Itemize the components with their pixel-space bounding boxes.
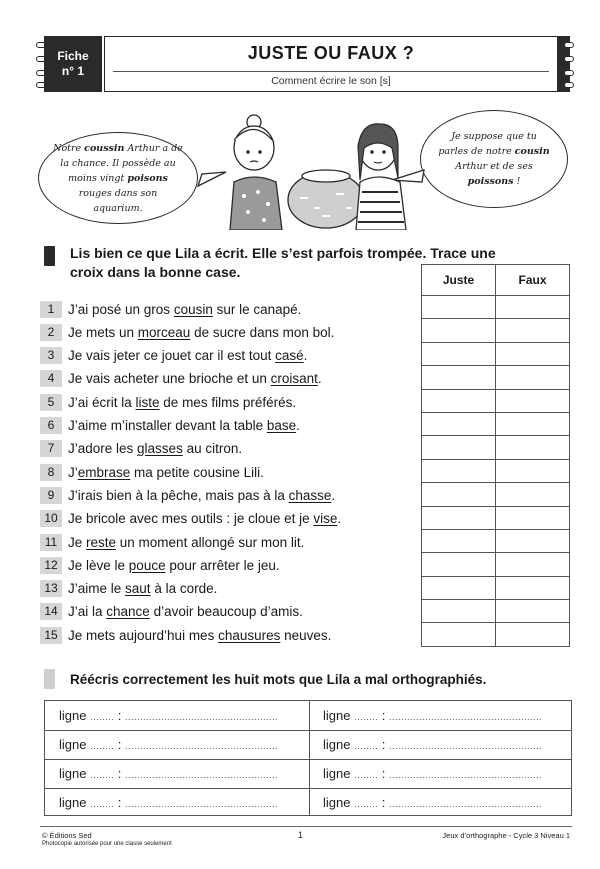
page-subtitle: Comment écrire le son [s] — [271, 75, 391, 87]
checkbox-juste[interactable] — [422, 600, 496, 623]
answer-row — [422, 389, 570, 412]
notepad-icon — [44, 246, 55, 266]
answer-row — [422, 319, 570, 342]
sentence-number: 8 — [40, 464, 62, 481]
title-box — [104, 36, 558, 92]
target-word: saut — [125, 581, 151, 597]
target-word: base — [266, 418, 297, 433]
checkbox-juste[interactable] — [422, 553, 496, 576]
sentence-text: J’aime le saut à la corde. — [68, 581, 218, 597]
fiche-badge — [44, 36, 102, 92]
target-word: cousin — [173, 301, 213, 317]
fiche-label: Fiche — [57, 49, 89, 63]
sentence-row — [40, 393, 296, 411]
rewrite-line[interactable]: ligne ........ : ................................................... — [59, 737, 279, 752]
title-divider — [113, 71, 549, 72]
target-word: morceau — [137, 324, 191, 340]
target-word: embrase — [77, 464, 131, 480]
sentence-number: 9 — [40, 487, 62, 504]
checkbox-juste[interactable] — [422, 319, 496, 342]
rewrite-line[interactable]: ligne ........ : ................................................... — [323, 708, 543, 723]
rewrite-row-divider — [45, 730, 571, 731]
sentence-text: Je vais acheter une brioche et un croisant. — [68, 371, 322, 387]
answer-row — [422, 366, 570, 389]
checkbox-faux[interactable] — [496, 389, 570, 412]
rewrite-box-center-divider — [309, 701, 310, 815]
girl-right-icon — [356, 124, 406, 230]
sentence-row — [40, 347, 307, 365]
target-word: reste — [86, 534, 117, 550]
sentence-row — [40, 417, 300, 435]
checkbox-juste[interactable] — [422, 576, 496, 599]
sentence-row — [40, 533, 304, 551]
speech-bubble-right — [420, 110, 568, 208]
target-word: chance — [106, 604, 150, 620]
sentence-row — [40, 486, 335, 504]
sentence-row — [40, 510, 341, 528]
target-word: chausures — [218, 627, 281, 643]
rewrite-line[interactable]: ligne ........ : ................................................... — [59, 795, 279, 810]
sentence-row — [40, 463, 264, 481]
notepad-icon — [44, 669, 55, 689]
series-title: Jeux d’orthographe - Cycle 3 Niveau 1 — [442, 831, 570, 840]
speech-bubble-left — [38, 132, 198, 224]
sentence-row — [40, 580, 217, 598]
sentence-text: J’ai posé un gros cousin sur le canapé. — [68, 301, 302, 317]
target-word: pouce — [128, 557, 166, 573]
checkbox-juste[interactable] — [422, 412, 496, 435]
footer-publisher — [42, 831, 172, 849]
ring-icon — [564, 56, 574, 62]
girl-left-icon — [230, 115, 282, 230]
girls-aquarium-illustration — [196, 108, 426, 230]
target-word: casé — [275, 348, 304, 364]
sentence-row — [40, 440, 242, 458]
rewrite-row-divider — [45, 759, 571, 760]
answer-row — [422, 296, 570, 319]
sentence-number: 2 — [40, 324, 62, 341]
sentence-number: 1 — [40, 301, 62, 318]
rewrite-line[interactable]: ligne ........ : ................................................... — [323, 795, 543, 810]
sentence-text: Je lève le pouce pour arrêter le jeu. — [68, 557, 280, 573]
checkbox-faux[interactable] — [496, 553, 570, 576]
sentence-number: 10 — [40, 510, 62, 527]
sentence-number: 5 — [40, 394, 62, 411]
answer-row — [422, 459, 570, 482]
bubble-right-text: Je suppose que tu parles de notre cousin Arthur et de ses poissons ! — [438, 131, 550, 187]
answer-row — [422, 576, 570, 599]
sentence-text: J’embrase ma petite cousine Lili. — [68, 464, 264, 480]
bubble-left-text: Notre coussin Arthur a de la chance. Il possède au moins vingt poisons rouges dans son aquarium. — [53, 142, 183, 214]
sentence-text: Je mets un morceau de sucre dans mon bol. — [68, 324, 335, 340]
sentence-row — [40, 370, 322, 388]
answer-grid — [421, 264, 570, 647]
answer-row — [422, 412, 570, 435]
sentence-number: 13 — [40, 580, 62, 597]
sentence-text: J’ai écrit la liste de mes films préférés. — [68, 394, 297, 410]
sentence-text: J’aime m’installer devant la table base. — [68, 418, 300, 433]
target-word: vise — [313, 511, 338, 527]
rewrite-row-divider — [45, 788, 571, 789]
sentence-row — [40, 603, 303, 621]
answer-row — [422, 436, 570, 459]
col-juste-header: Juste — [422, 265, 496, 296]
checkbox-juste[interactable] — [422, 436, 496, 459]
publisher-text: © Éditions Sed — [42, 831, 92, 840]
target-word: croisant — [270, 371, 318, 387]
sentence-number: 12 — [40, 557, 62, 574]
checkbox-faux[interactable] — [496, 319, 570, 342]
checkbox-faux[interactable] — [496, 412, 570, 435]
sentence-text: J’ai la chance d’avoir beaucoup d’amis. — [68, 604, 303, 620]
target-word: glasses — [137, 441, 183, 457]
sentence-text: Je vais jeter ce jouet car il est tout casé. — [68, 348, 308, 364]
col-faux-header: Faux — [496, 265, 570, 296]
exercise1-instruction: Lis bien ce que Lila a écrit. Elle s’est parfois trompée. Trace une croix dans la bonne case. — [70, 245, 496, 280]
copy-note-text: Photocopie autorisée pour une classe seulement — [42, 841, 172, 847]
checkbox-juste[interactable] — [422, 366, 496, 389]
rewrite-line[interactable]: ligne ........ : ................................................... — [323, 766, 543, 781]
checkbox-juste[interactable] — [422, 389, 496, 412]
sentence-row — [40, 556, 280, 574]
checkbox-juste[interactable] — [422, 623, 496, 646]
rewrite-line[interactable]: ligne ........ : ................................................... — [59, 766, 279, 781]
checkbox-faux[interactable] — [496, 342, 570, 365]
sentence-row — [40, 323, 334, 341]
rewrite-box — [44, 700, 572, 816]
page-title: JUSTE OU FAUX ? — [247, 43, 415, 63]
fiche-number: n° 1 — [61, 64, 85, 78]
binder-bar-right — [558, 36, 570, 92]
checkbox-faux[interactable] — [496, 296, 570, 319]
sentence-number: 3 — [40, 347, 62, 364]
checkbox-juste[interactable] — [422, 506, 496, 529]
checkbox-faux[interactable] — [496, 483, 570, 506]
checkbox-juste[interactable] — [422, 529, 496, 552]
answer-row — [422, 529, 570, 552]
checkbox-faux[interactable] — [496, 623, 570, 646]
answer-row — [422, 623, 570, 646]
sentence-number: 6 — [40, 417, 62, 434]
exercise2-instruction: Réécris correctement les huit mots que Lila a mal orthographiés. — [70, 672, 487, 687]
checkbox-juste[interactable] — [422, 459, 496, 482]
answer-row — [422, 506, 570, 529]
sentence-text: Je bricole avec mes outils : je cloue et je vise. — [68, 511, 342, 527]
answer-row — [422, 600, 570, 623]
checkbox-faux[interactable] — [496, 436, 570, 459]
checkbox-faux[interactable] — [496, 506, 570, 529]
answer-row — [422, 483, 570, 506]
ring-icon — [564, 70, 574, 76]
checkbox-faux[interactable] — [496, 600, 570, 623]
rewrite-line[interactable]: ligne ........ : ................................................... — [323, 737, 543, 752]
aquarium-icon — [288, 170, 364, 228]
checkbox-juste[interactable] — [422, 483, 496, 506]
checkbox-juste[interactable] — [422, 296, 496, 319]
sentence-number: 14 — [40, 603, 62, 620]
sentence-number: 11 — [40, 534, 62, 551]
sentence-number: 15 — [40, 627, 62, 644]
sentence-text: J’irais bien à la pêche, mais pas à la chasse. — [68, 487, 336, 503]
sentence-number: 7 — [40, 440, 62, 457]
ring-icon — [564, 42, 574, 48]
answer-row — [422, 553, 570, 576]
checkbox-faux[interactable] — [496, 529, 570, 552]
checkbox-faux[interactable] — [496, 459, 570, 482]
target-word: liste — [135, 394, 160, 410]
page-number: 1 — [298, 830, 304, 840]
sentence-text: Je reste un moment allongé sur mon lit. — [68, 534, 305, 550]
checkbox-juste[interactable] — [422, 342, 496, 365]
rewrite-line[interactable]: ligne ........ : ................................................... — [59, 708, 279, 723]
checkbox-faux[interactable] — [496, 576, 570, 599]
checkbox-faux[interactable] — [496, 366, 570, 389]
sentence-row — [40, 300, 301, 318]
target-word: chasse — [288, 487, 332, 503]
sentence-number: 4 — [40, 370, 62, 387]
ring-icon — [564, 82, 574, 88]
footer-rule — [40, 826, 572, 827]
sentence-text: J’adore les glasses au citron. — [68, 441, 243, 457]
answer-row — [422, 342, 570, 365]
sentence-text: Je mets aujourd’hui mes chausures neuves. — [68, 627, 332, 643]
sentence-row — [40, 626, 331, 644]
